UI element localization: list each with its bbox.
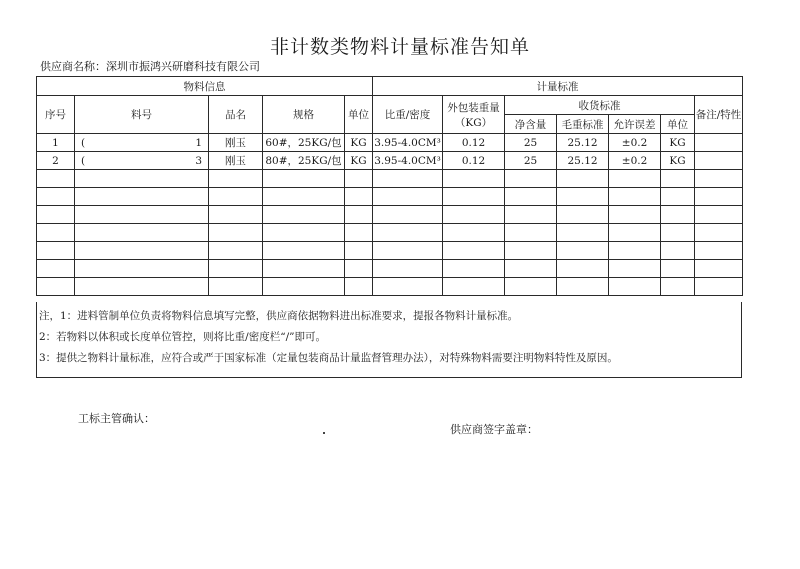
cell-spec: 80#，25KG/包 (263, 152, 345, 170)
cell-pack: 0.12 (443, 134, 505, 152)
header-tolerance: 允许误差 (609, 115, 661, 134)
cell-tolerance: ±0.2 (609, 152, 661, 170)
header-spec: 规格 (263, 96, 345, 134)
cell-net: 25 (505, 152, 557, 170)
ink-dot (323, 432, 325, 434)
cell-part-no-a: ( (81, 154, 86, 167)
header-part-no: 料号 (75, 96, 209, 134)
cell-part-no-b: 1 (195, 136, 202, 149)
header-receiving: 收货标准 (505, 96, 695, 115)
table-row-empty (37, 224, 743, 242)
page-title: 非计数类物料计量标准告知单 (269, 36, 530, 58)
header-name: 品名 (209, 96, 263, 134)
cell-name: 刚玉 (209, 134, 263, 152)
supplier-signature-label: 供应商签字盖章： (450, 423, 538, 436)
header-measure-standard: 计量标准 (373, 77, 743, 96)
cell-remark (695, 134, 743, 152)
note-3: 3：提供之物料计量标准，应符合或严于国家标准（定量包装商品计量监督管理办法），对特殊物料需要注明物料特性及原因。 (39, 352, 618, 364)
cell-net: 25 (505, 134, 557, 152)
cell-part-no-a: ( (81, 136, 86, 149)
supplier-name: 供应商名称：深圳市振鸿兴研磨科技有限公司 (40, 60, 260, 73)
cell-recv-unit: KG (661, 134, 695, 152)
note-1: 注，1：进料管制单位负责将物料信息填写完整，供应商依据物料进出标准要求，提报各物料计量标准。 (39, 310, 519, 322)
cell-unit: KG (345, 152, 373, 170)
header-remark: 备注/特性 (695, 96, 743, 134)
table-row-empty (37, 260, 743, 278)
cell-part-no-b: 3 (195, 154, 202, 167)
table-row (37, 152, 743, 170)
header-seq: 序号 (37, 96, 75, 134)
cell-part-no (75, 152, 209, 170)
cell-gross: 25.12 (557, 134, 609, 152)
header-net: 净含量 (505, 115, 557, 134)
cell-unit: KG (345, 134, 373, 152)
cell-density: 3.95-4.0CM³ (373, 152, 443, 170)
header-pack-weight-label: 外包装重量 (447, 101, 500, 114)
header-pack-weight (443, 96, 505, 134)
cell-pack: 0.12 (443, 152, 505, 170)
header-pack-weight-unit: （KG） (454, 116, 493, 129)
engineer-confirm-label: 工标主管确认： (78, 412, 155, 425)
header-gross: 毛重标准 (557, 115, 609, 134)
cell-part-no (75, 134, 209, 152)
cell-gross: 25.12 (557, 152, 609, 170)
cell-remark (695, 152, 743, 170)
cell-spec: 60#，25KG/包 (263, 134, 345, 152)
cell-recv-unit: KG (661, 152, 695, 170)
cell-name: 刚玉 (209, 152, 263, 170)
header-recv-unit: 单位 (661, 115, 695, 134)
table-row-empty (37, 278, 743, 296)
table-row (37, 134, 743, 152)
cell-tolerance: ±0.2 (609, 134, 661, 152)
notes-box (36, 302, 742, 378)
note-2: 2：若物料以体积或长度单位管控，则将比重/密度栏“/”即可。 (39, 331, 326, 343)
table-row-empty (37, 188, 743, 206)
table-row-empty (37, 242, 743, 260)
header-density: 比重/密度 (373, 96, 443, 134)
measurement-standard-table (36, 76, 743, 296)
header-material-info: 物料信息 (37, 77, 373, 96)
cell-density: 3.95-4.0CM³ (373, 134, 443, 152)
cell-seq: 1 (37, 134, 75, 152)
table-row-empty (37, 170, 743, 188)
header-unit: 单位 (345, 96, 373, 134)
cell-seq: 2 (37, 152, 75, 170)
table-row-empty (37, 206, 743, 224)
